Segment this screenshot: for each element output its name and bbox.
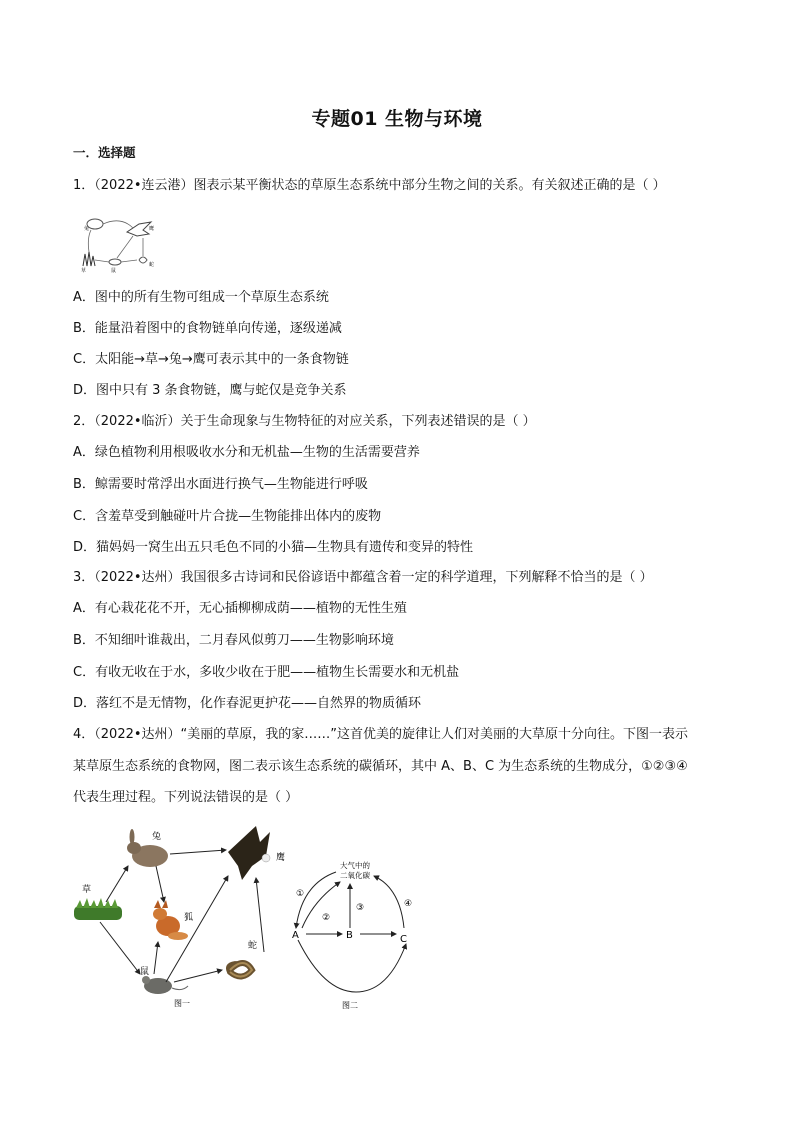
q2-option-c: C．含羞草受到触碰叶片合拢—生物能排出体内的废物: [73, 509, 382, 524]
page-title: 专题01 生物与环境: [311, 108, 483, 130]
q2-option-d: D．猫妈妈一窝生出五只毛色不同的小猫—生物具有遗传和变异的特性: [73, 540, 474, 555]
co2-label-line-1: 大气中的: [340, 861, 370, 870]
q1-option-a: A．图中的所有生物可组成一个草原生态系统: [73, 290, 329, 305]
snake-icon: [229, 963, 252, 977]
snake-icon: [139, 257, 147, 263]
fig1-label-eagle: 鹰: [149, 226, 155, 232]
process-2: ②: [322, 913, 331, 923]
rabbit-icon: [87, 219, 103, 229]
question-3-stem: 3．（2022•达州）我国很多古诗词和民俗谚语中都蕴含着一定的科学道理，下列解释不恰当的是（ ）: [73, 570, 653, 585]
q3-option-c: C．有收无收在于水，多收少收在于肥——植物生长需要水和无机盐: [73, 665, 460, 680]
fig-label-snake: 蛇: [248, 941, 258, 951]
fig-caption-1: 图一: [174, 999, 190, 1008]
co2-label-line-2: 二氧化碳: [340, 871, 370, 880]
process-4: ④: [404, 899, 413, 909]
q1-food-web-figure: [77, 210, 159, 274]
process-3: ③: [356, 903, 365, 913]
fig-label-rabbit: 兔: [152, 832, 162, 842]
mouse-icon: [109, 259, 121, 265]
q3-option-a: A．有心栽花花不开，无心插柳柳成荫——植物的无性生殖: [73, 601, 407, 616]
question-4-stem-line-1: 4．（2022•达州）“美丽的草原，我的家……”这首优美的旋律让人们对美丽的大草原十分向往。下图一表示: [73, 727, 688, 742]
q2-option-a: A．绿色植物利用根吸收水分和无机盐—生物的生活需要营养: [73, 445, 420, 460]
process-1: ①: [296, 889, 305, 899]
fig-label-grass: 草: [82, 885, 92, 895]
q3-option-d: D．落红不是无情物，化作春泥更护花——自然界的物质循环: [73, 696, 422, 711]
q1-option-b: B．能量沿着图中的食物链单向传递，逐级递减: [73, 321, 342, 336]
fig1-label-rabbit: 兔: [84, 226, 90, 232]
question-2-stem: 2．（2022•临沂）关于生命现象与生物特征的对应关系，下列表述错误的是（ ）: [73, 414, 536, 429]
eagle-icon: [228, 826, 270, 880]
q4-carbon-cycle-figure: [284, 850, 426, 1010]
fig1-label-mouse: 鼠: [111, 268, 117, 274]
fox-icon: [153, 900, 188, 940]
fig1-label-snake: 蛇: [149, 262, 155, 268]
question-1-stem: 1．（2022•连云港）图表示某平衡状态的草原生态系统中部分生物之间的关系。有关叙述正确的是（ ）: [73, 178, 666, 193]
grass-icon: [83, 252, 95, 266]
section-heading: 一．选择题: [73, 145, 136, 160]
fig-label-mouse: 鼠: [140, 967, 150, 977]
q4-food-web-figure: [70, 822, 300, 1012]
question-4-stem-line-2: 某草原生态系统的食物网，图二表示该生态系统的碳循环，其中 A、B、C 为生态系统的生物成分，①②③④: [73, 759, 688, 774]
fig-label-fox: 狐: [184, 913, 194, 923]
fig1-label-grass: 草: [81, 268, 87, 274]
node-c: C: [400, 934, 407, 945]
question-4-stem-line-3: 代表生理过程。下列说法错误的是（ ）: [73, 790, 299, 805]
q3-option-b: B．不知细叶谁裁出，二月春风似剪刀——生物影响环境: [73, 633, 394, 648]
q2-option-b: B．鲸需要时常浮出水面进行换气—生物能进行呼吸: [73, 477, 368, 492]
rabbit-icon: [127, 829, 168, 867]
node-b: B: [346, 930, 353, 941]
q1-option-d: D．图中只有 3 条食物链，鹰与蛇仅是竞争关系: [73, 383, 347, 398]
node-a: A: [292, 930, 299, 941]
grass-icon: [74, 898, 122, 920]
fig-label-eagle: 鹰: [276, 853, 286, 863]
eagle-icon: [127, 222, 151, 236]
mouse-icon: [142, 976, 188, 994]
q1-option-c: C．太阳能→草→兔→鹰可表示其中的一条食物链: [73, 352, 349, 367]
fig-caption-2: 图二: [342, 1001, 358, 1010]
